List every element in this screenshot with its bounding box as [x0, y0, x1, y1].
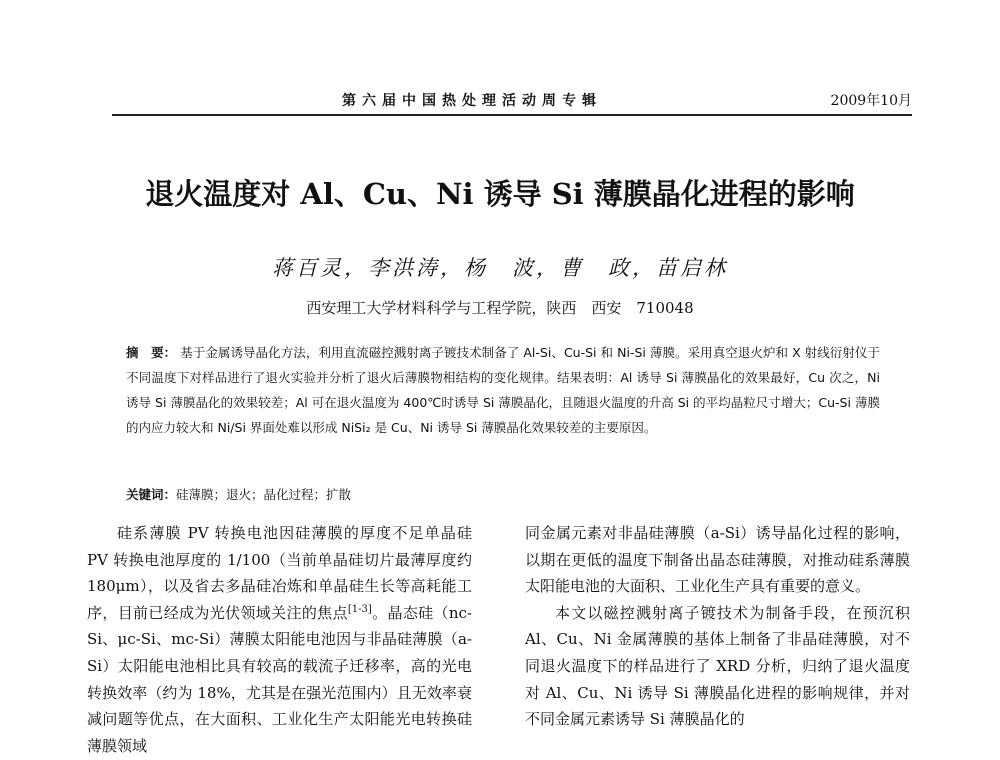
body-text: 硅系薄膜 PV 转换电池因硅薄膜的厚度不足单晶硅 PV 转换电池厚度的 1/100（当前单晶硅切片最薄厚度约 180μm），以及省去多晶硅冶炼和单晶硅生长等高耗能工序，目前已经成为光伏领域关注的焦点: [87, 524, 472, 622]
issue-date: 2009年10月: [830, 93, 912, 109]
keywords: [126, 482, 880, 507]
body-paragraph: [87, 520, 472, 759]
keywords-label: 关键词：: [126, 487, 177, 502]
body-column-right: [525, 520, 910, 733]
journal-name: 第六届中国热处理活动周专辑: [342, 93, 602, 109]
body-column-left: [87, 520, 472, 759]
body-paragraph: 本文以磁控溅射离子镀技术为制备手段，在预沉积 Al、Cu、Ni 金属薄膜的基体上制备了非晶硅薄膜，对不同退火温度下的样品进行了 XRD 分析，归纳了退火温度对 Al、Cu、Ni 诱导 Si 薄膜晶化进程的影响规律，并对不同金属元素诱导 Si 薄膜晶化的: [525, 603, 910, 729]
abstract-text: 基于金属诱导晶化方法，利用直流磁控溅射离子镀技术制备了 Al-Si、Cu-Si 和 Ni-Si 薄膜。采用真空退火炉和 X 射线衍射仪于不同温度下对样品进行了退火实验并分析了退火后薄膜物相结构的变化规律。结果表明：Al 诱导 Si 薄膜晶化的效果最好，Cu 次之，Ni 诱导 Si 薄膜晶化的效果较差；Al 可在退火温度为 400℃时诱导 Si 薄膜晶化，且随退火温度的升高 Si 的平均晶粒尺寸增大；Cu-Si 薄膜的内应力较大和 Ni/Si 界面处难以形成 NiSi₂ 是 Cu、Ni 诱导 Si 薄膜晶化效果较差的主要原因。: [126, 345, 880, 435]
abstract: [126, 340, 880, 440]
keywords-text: 硅薄膜；退火；晶化过程；扩散: [176, 487, 352, 502]
body-text: 。晶态硅（nc-Si、μc-Si、mc-Si）薄膜太阳能电池因与非晶硅薄膜（a-Si）太阳能电池相比具有较高的载流子迁移率，高的光电转换效率（约为 18%，尤其是在强光范围内）且无效率衰减问题等优点，在大面积、工业化生产太阳能光电转换硅薄膜领域: [87, 603, 472, 755]
citation-ref: [1-3]: [347, 603, 372, 615]
author-list: 蒋百灵，李洪涛，杨 波，曹 政，苗启林: [272, 256, 728, 280]
running-header: [112, 88, 912, 116]
paper-title: 退火温度对 Al、Cu、Ni 诱导 Si 薄膜晶化进程的影响: [145, 177, 855, 211]
abstract-label: 摘 要：: [126, 345, 177, 360]
body-paragraph: 同金属元素对非晶硅薄膜（a-Si）诱导晶化过程的影响，以期在更低的温度下制备出晶态硅薄膜，对推动硅系薄膜太阳能电池的大面积、工业化生产具有重要的意义。: [525, 524, 910, 596]
affiliation: 西安理工大学材料科学与工程学院，陕西 西安 710048: [306, 299, 694, 317]
